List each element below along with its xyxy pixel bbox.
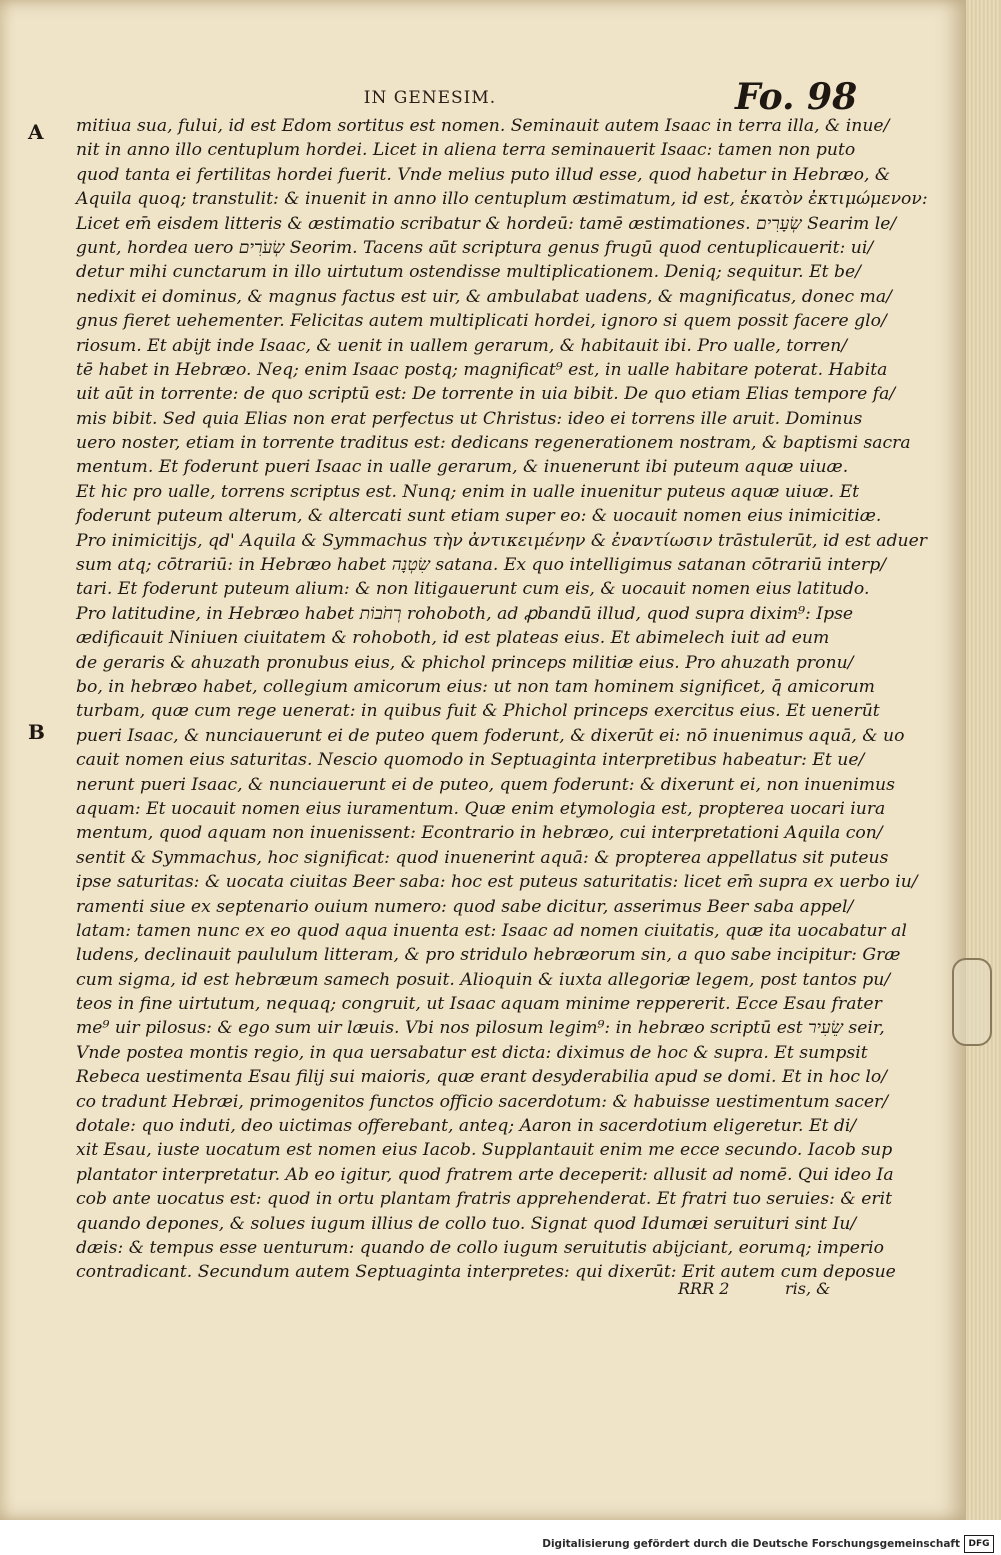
- text-line: nedixit ei dominus, & magnus factus est uir, & ambulabat uadens, & magnificatus, donec ma/: [76, 286, 892, 307]
- text-line: dæis: & tempus esse uenturum: quando de collo iugum seruitutis abijciant, eorumq; imperio: [76, 1237, 884, 1258]
- text-line: mis bibit. Sed quia Elias non erat perfectus ut Christus: ideo ei torrens ille aruit. Dominus: [76, 408, 863, 429]
- text-line: mentum, quod aquam non inuenissent: Econtrario in hebræo, cui interpretationi Aquila con/: [76, 823, 883, 844]
- text-line: ædificauit Niniuen ciuitatem & rohoboth, id est plateas eius. Et abimelech iuit ad eum: [76, 628, 830, 649]
- page-edge: [965, 0, 1001, 1520]
- margin-letter-a: A: [28, 120, 44, 144]
- digitization-credit: Digitalisierung gefördert durch die Deutsche Forschungsgemeinschaft: [542, 1538, 960, 1550]
- margin-letter-b: B: [28, 720, 45, 744]
- text-line: gunt, hordea uero שְׂעֹרִים Seorim. Tacens aūt scriptura genus frugū quod centuplicauerit: ui/: [76, 237, 874, 258]
- text-line: co tradunt Hebræi, primogenitos functos officio sacerdotum: & habuisse uestimentum sacer/: [76, 1091, 889, 1112]
- text-line: ipse saturitas: & uocata ciuitas Beer saba: hoc est puteus saturitatis: licet em̄ supra ex uerbo iu/: [76, 872, 918, 893]
- text-line: de geraris & ahuzath pronubus eius, & phichol princeps militiæ eius. Pro ahuzath pronu/: [76, 652, 854, 673]
- text-line: quod tanta ei fertilitas hordei fuerit. Vnde melius puto illud esse, quod habetur in Hebræo, &: [76, 164, 891, 185]
- text-line: me⁹ uir pilosus: & ego sum uir læuis. Vbi nos pilosum legim⁹: in hebræo scriptū est שֵׂעִיר seir,: [76, 1018, 885, 1039]
- folio-number: Fo. 98: [735, 76, 858, 118]
- text-line: cob ante uocatus est: quod in ortu plantam fratris apprehenderat. Et fratri tuo seruies: & erit: [76, 1189, 892, 1210]
- text-line: teos in fine uirtutum, nequaq; congruit, ut Isaac aquam minime reppererit. Ecce Esau frater: [76, 994, 882, 1015]
- text-line: latam: tamen nunc ex eo quod aqua inuenta est: Isaac ad nomen ciuitatis, quæ ita uocabatur al: [76, 920, 907, 941]
- text-line: ramenti siue ex septenario ouium numero: quod sabe dicitur, asserimus Beer saba appel/: [76, 896, 854, 917]
- text-line: xit Esau, iuste uocatum est nomen eius Iacob. Supplantauit enim me ecce secundo. Iacob sup: [76, 1140, 893, 1161]
- main-text-block: [76, 114, 928, 1285]
- text-line: plantator interpretatur. Ab eo igitur, quod fratrem arte deceperit: allusit ad nomē. Qui ideo Ia: [76, 1164, 894, 1185]
- text-line: tē habet in Hebræo. Neq; enim Isaac postq; magnificat⁹ est, in ualle habitare poterat. Habita: [76, 359, 888, 380]
- text-line: Licet em̄ eisdem litteris & æstimatio scribatur & hordeū: tamē æstimationes. שְׂעָרִים Searim le/: [76, 213, 897, 234]
- text-line: uit aūt in torrente: de quo scriptū est: De torrente in uia bibit. De quo etiam Elias tempore fa/: [76, 384, 896, 405]
- running-head: IN GENESIM.: [363, 88, 497, 108]
- text-line: riosum. Et abijt inde Isaac, & uenit in uallem gerarum, & habitauit ibi. Pro ualle, torren/: [76, 335, 848, 356]
- text-line: Pro inimicitijs, qd' Aquila & Symmachus τὴν ἀντικειμένην & ἐναντίωσιν trāstulerūt, id est aduer: [76, 530, 927, 551]
- text-line: pueri Isaac, & nunciauerunt ei de puteo quem foderunt, & dixerūt ei: nō inuenimus aquā, & uo: [76, 725, 905, 746]
- text-line: sentit & Symmachus, hoc significat: quod inuenerint aquā: & propterea appellatus sit puteus: [76, 847, 889, 868]
- text-line: sum atq; cōtrariū: in Hebræo habet שִׂטְנָה satana. Ex quo intelligimus satanan cōtrariū interp/: [76, 555, 887, 576]
- text-line: Pro latitudine, in Hebræo habet רְחֹבוֹת rohoboth, ad ꝓbandū illud, quod supra dixim⁹: Ipse: [76, 603, 854, 624]
- text-line: contradicant. Secundum autem Septuaginta interpretes: qui dixerūt: Erit autem cum deposue: [76, 1262, 896, 1283]
- text-line: bo, in hebræo habet, collegium amicorum eius: ut non tam hominem significet, q̄ amicorum: [76, 676, 875, 697]
- text-line: Rebeca uestimenta Esau filij sui maioris, quæ erant desyderabilia apud se domi. Et in hoc lo/: [76, 1067, 888, 1088]
- text-line: gnus fieret uehementer. Felicitas autem multiplicati hordei, ignoro si quem possit facere glo/: [76, 311, 887, 332]
- catchword: ris, &: [785, 1279, 831, 1298]
- text-line: quando depones, & solues iugum illius de collo tuo. Signat quod Idumæi seruituri sint Iu/: [76, 1213, 857, 1234]
- text-line: Vnde postea montis regio, in qua uersabatur est dicta: diximus de hoc & supra. Et sumpsit: [76, 1042, 868, 1063]
- text-line: tari. Et foderunt puteum alium: & non litigauerunt cum eis, & uocauit nomen eius latitudo.: [76, 579, 870, 600]
- text-line: uero noster, etiam in torrente traditus est: dedicans regenerationem nostram, & baptismi sacra: [76, 433, 911, 454]
- text-line: Et hic pro ualle, torrens scriptus est. Nunq; enim in ualle inuenitur puteus aquæ uiuæ. Et: [76, 481, 860, 502]
- text-line: ludens, declinauit paululum litteram, & pro stridulo hebræorum sin, a quo sabe incipitur: Græ: [76, 945, 901, 966]
- text-line: detur mihi cunctarum in illo uirtutum ostendisse multiplicationem. Deniq; sequitur. Et be/: [76, 262, 861, 283]
- text-line: foderunt puteum alterum, & altercati sunt etiam super eo: & uocauit nomen eius inimicitiæ.: [76, 506, 882, 527]
- text-line: nit in anno illo centuplum hordei. Licet in aliena terra seminauerit Isaac: tamen non puto: [76, 140, 856, 161]
- text-line: cauit nomen eius saturitas. Nescio quomodo in Septuaginta interpretibus habeatur: Et ue/: [76, 750, 865, 771]
- page-clip: [952, 958, 992, 1046]
- text-line: mitiua sua, fului, id est Edom sortitus est nomen. Seminauit autem Isaac in terra illa, & inue/: [76, 116, 890, 136]
- text-line: mentum. Et foderunt pueri Isaac in ualle gerarum, & inuenerunt ibi puteum aquæ uiuæ.: [76, 457, 849, 478]
- text-line: turbam, quæ cum rege uenerat: in quibus fuit & Phichol princeps exercitus eius. Et uenerūt: [76, 701, 880, 722]
- text-line: dotale: quo induti, deo uictimas offerebant, anteq; Aaron in sacerdotium eligeretur. Et di/: [76, 1116, 857, 1137]
- text-line: Aquila quoq; transtulit: & inuenit in anno illo centuplum æstimatum, id est, ἑκατὸν ἐκτιμώμενον:: [76, 189, 928, 210]
- dfg-logo: DFG: [964, 1535, 994, 1553]
- text-line: aquam: Et uocauit nomen eius iuramentum. Quæ enim etymologia est, propterea uocari iura: [76, 798, 886, 819]
- text-line: nerunt pueri Isaac, & nunciauerunt ei de puteo, quem foderunt: & dixerunt ei, non inuenimus: [76, 774, 895, 795]
- signature-mark: RRR 2: [678, 1279, 730, 1298]
- text-line: cum sigma, id est hebræum samech posuit. Alioquin & iuxta allegoriæ legem, post tantos pu/: [76, 969, 891, 990]
